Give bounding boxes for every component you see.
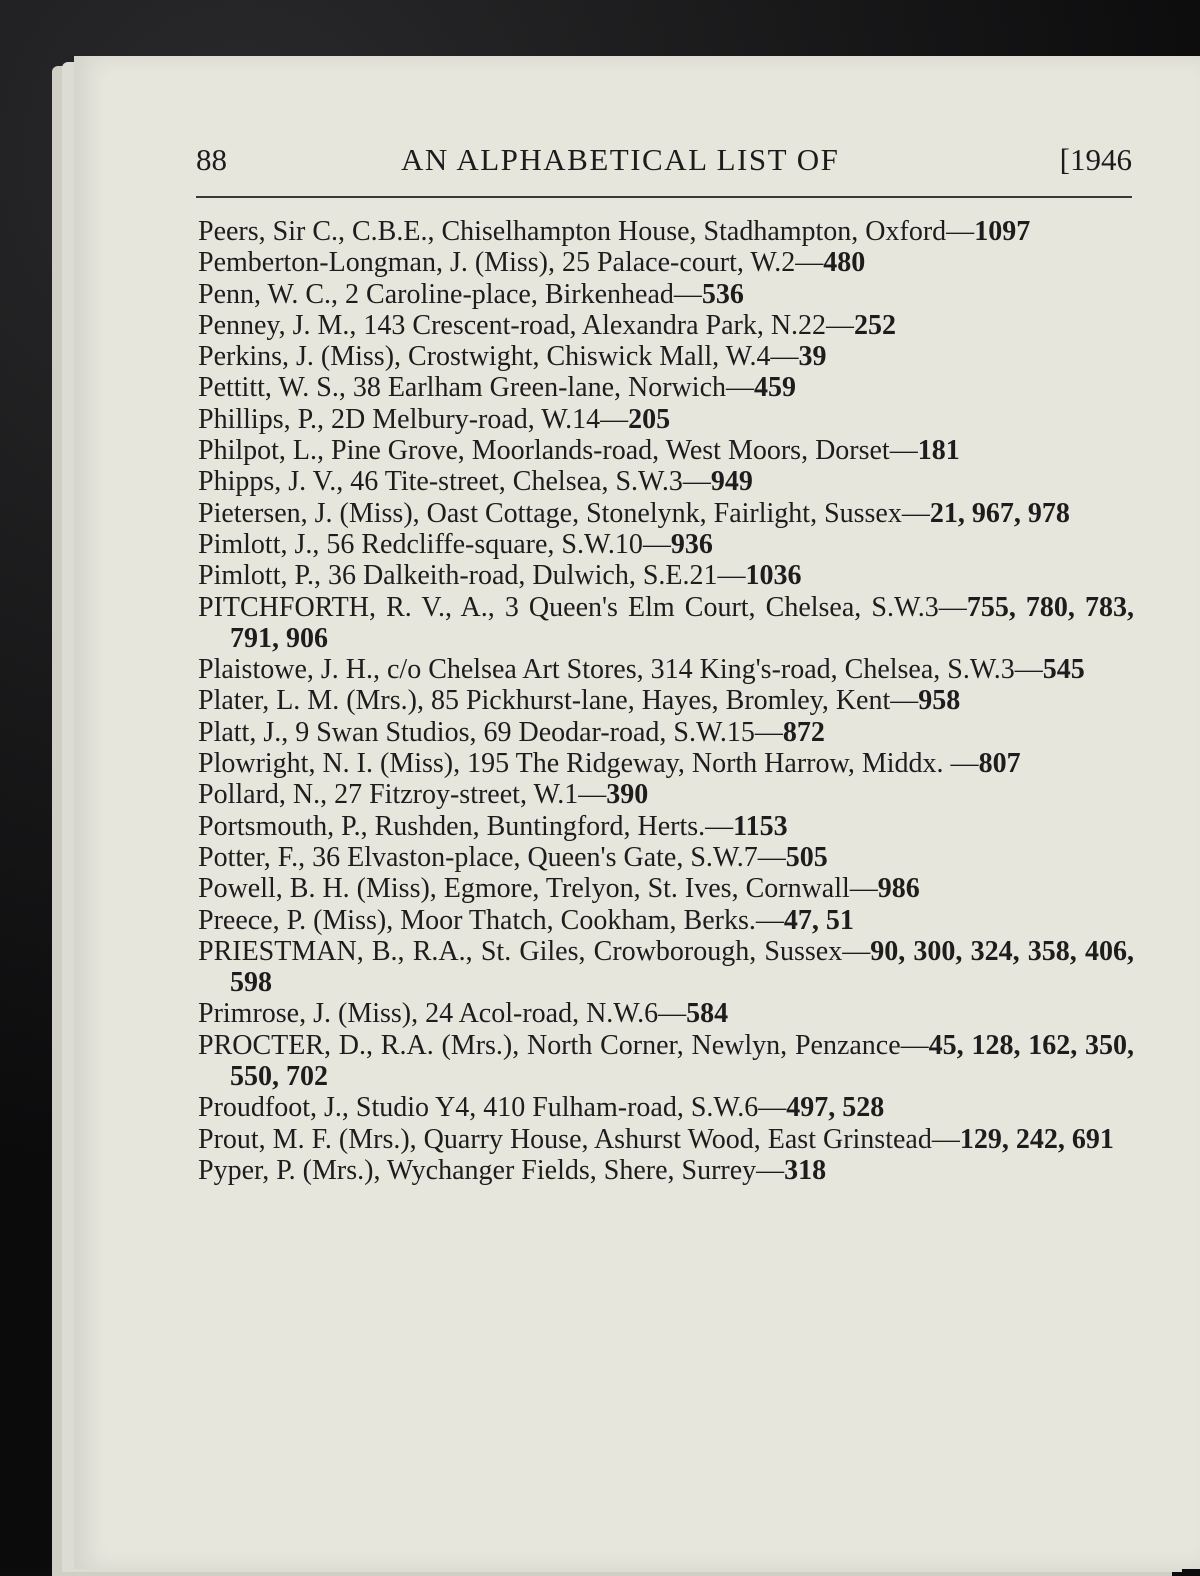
entry-text: Plowright, N. I. (Miss), 195 The Ridgeway, North Harrow, Middx. —	[198, 748, 979, 780]
directory-entry	[198, 341, 1134, 372]
entry-text: PROCTER, D., R.A. (Mrs.), North Corner, Newlyn, Penzance—	[198, 1029, 929, 1061]
entry-text: Plater, L. M. (Mrs.), 85 Pickhurst-lane, Hayes, Bromley, Kent—	[198, 685, 919, 717]
entry-text: Pollard, N., 27 Fitzroy-street, W.1—	[198, 779, 607, 811]
entry-text: PRIESTMAN, B., R.A., St. Giles, Crowborough, Sussex—	[198, 935, 871, 967]
entry-text: Penney, J. M., 143 Crescent-road, Alexandra Park, N.22—	[198, 309, 855, 341]
directory-entry	[198, 717, 1134, 748]
entry-text: Pemberton-Longman, J. (Miss), 25 Palace-court, W.2—	[198, 247, 824, 279]
entry-references: 318	[784, 1154, 827, 1186]
entry-text: Pettitt, W. S., 38 Earlham Green-lane, Norwich—	[198, 372, 754, 404]
directory-entry	[198, 905, 1134, 936]
entry-references: 536	[701, 278, 744, 310]
directory-entry	[198, 936, 1134, 999]
entry-references: 90, 300, 324, 358, 406, 598	[230, 935, 1134, 999]
entry-references: 45, 128, 162, 350, 550, 702	[230, 1029, 1135, 1093]
entry-text: Proudfoot, J., Studio Y4, 410 Fulham-road, S.W.6—	[198, 1092, 787, 1124]
year-marker: [1946	[1059, 142, 1132, 177]
directory-entry	[198, 404, 1134, 435]
entry-text: Pimlott, J., 56 Redcliffe-square, S.W.10—	[198, 528, 671, 560]
entry-references: 1036	[745, 560, 802, 592]
entry-text: Potter, F., 36 Elvaston-place, Queen's Gate, S.W.7—	[198, 841, 786, 873]
directory-entry	[198, 842, 1134, 873]
entry-text: Primrose, J. (Miss), 24 Acol-road, N.W.6—	[198, 998, 687, 1030]
directory-entry	[198, 310, 1134, 341]
entry-text: Penn, W. C., 2 Caroline-place, Birkenhead—	[198, 278, 702, 310]
entry-references: 949	[710, 466, 753, 498]
running-title: AN ALPHABETICAL LIST OF	[401, 142, 840, 177]
directory-entry	[198, 592, 1134, 655]
directory-entry	[198, 1155, 1134, 1186]
directory-entry	[198, 279, 1134, 310]
entry-references: 986	[877, 873, 920, 905]
entry-text: PITCHFORTH, R. V., A., 3 Queen's Elm Court, Chelsea, S.W.3—	[198, 591, 967, 623]
entry-references: 252	[854, 309, 897, 341]
entry-references: 545	[1042, 654, 1085, 686]
directory-entry	[198, 216, 1134, 247]
directory-entry	[198, 498, 1134, 529]
entry-references: 505	[785, 841, 828, 873]
entry-references: 872	[782, 716, 825, 748]
directory-entry	[198, 560, 1134, 591]
entry-references: 47, 51	[783, 904, 854, 936]
page-header	[196, 142, 1136, 190]
entry-references: 205	[628, 403, 671, 435]
entry-text: Pimlott, P., 36 Dalkeith-road, Dulwich, S.E.21—	[198, 560, 746, 592]
directory-entry	[198, 466, 1134, 497]
entry-text: Platt, J., 9 Swan Studios, 69 Deodar-road, S.W.15—	[198, 716, 783, 748]
entry-text: Preece, P. (Miss), Moor Thatch, Cookham, Berks.—	[198, 904, 784, 936]
directory-entry	[198, 685, 1134, 716]
entry-text: Philpot, L., Pine Grove, Moorlands-road, West Moors, Dorset—	[198, 435, 918, 467]
directory-entry	[198, 873, 1134, 904]
directory-entry	[198, 1124, 1134, 1155]
entry-references: 755, 780, 783, 791, 906	[230, 591, 1134, 654]
entry-references: 497, 528	[786, 1092, 885, 1124]
entry-references: 129, 242, 691	[959, 1123, 1114, 1155]
entry-text: Peers, Sir C., C.B.E., Chiselhampton House, Stadhampton, Oxford—	[198, 216, 975, 247]
entry-text: Portsmouth, P., Rushden, Buntingford, Herts.—	[198, 810, 734, 842]
directory-entry	[198, 998, 1134, 1029]
entry-references: 1097	[974, 216, 1031, 247]
entry-text: Prout, M. F. (Mrs.), Quarry House, Ashurst Wood, East Grinstead—	[198, 1123, 960, 1155]
entry-references: 1153	[733, 810, 788, 842]
entry-text: Powell, B. H. (Miss), Egmore, Trelyon, St. Ives, Cornwall—	[198, 873, 878, 905]
directory-entry	[198, 654, 1134, 685]
entry-references: 958	[918, 685, 961, 717]
entry-references: 584	[686, 998, 729, 1030]
entry-references: 807	[978, 748, 1021, 780]
entry-text: Pyper, P. (Mrs.), Wychanger Fields, Shere, Surrey—	[198, 1154, 785, 1186]
entry-text: Phipps, J. V., 46 Tite-street, Chelsea, S.W.3—	[198, 466, 711, 498]
directory-entry	[198, 247, 1134, 278]
directory-entry	[198, 1030, 1134, 1093]
entry-references: 459	[754, 372, 796, 404]
directory-entry	[198, 779, 1134, 810]
header-rule	[196, 196, 1132, 198]
directory-entry	[198, 435, 1134, 466]
entry-text: Perkins, J. (Miss), Crostwight, Chiswick Mall, W.4—	[198, 341, 799, 373]
directory-entry	[198, 1092, 1134, 1123]
entry-references: 480	[823, 247, 866, 279]
entry-references: 936	[670, 528, 713, 560]
directory-entry	[198, 529, 1134, 560]
entry-list	[198, 216, 1134, 1186]
entry-text: Plaistowe, J. H., c/o Chelsea Art Stores, 314 King's-road, Chelsea, S.W.3—	[198, 654, 1043, 686]
directory-entry	[198, 372, 1134, 403]
entry-references: 21, 967, 978	[929, 497, 1070, 529]
entry-references: 39	[798, 341, 827, 373]
entry-text: Phillips, P., 2D Melbury-road, W.14—	[198, 403, 629, 435]
page-number: 88	[196, 142, 227, 177]
entry-references: 390	[606, 779, 649, 811]
directory-entry	[198, 748, 1134, 779]
entry-text: Pietersen, J. (Miss), Oast Cottage, Stonelynk, Fairlight, Sussex—	[198, 497, 930, 529]
entry-references: 181	[917, 435, 960, 467]
directory-entry	[198, 811, 1134, 842]
